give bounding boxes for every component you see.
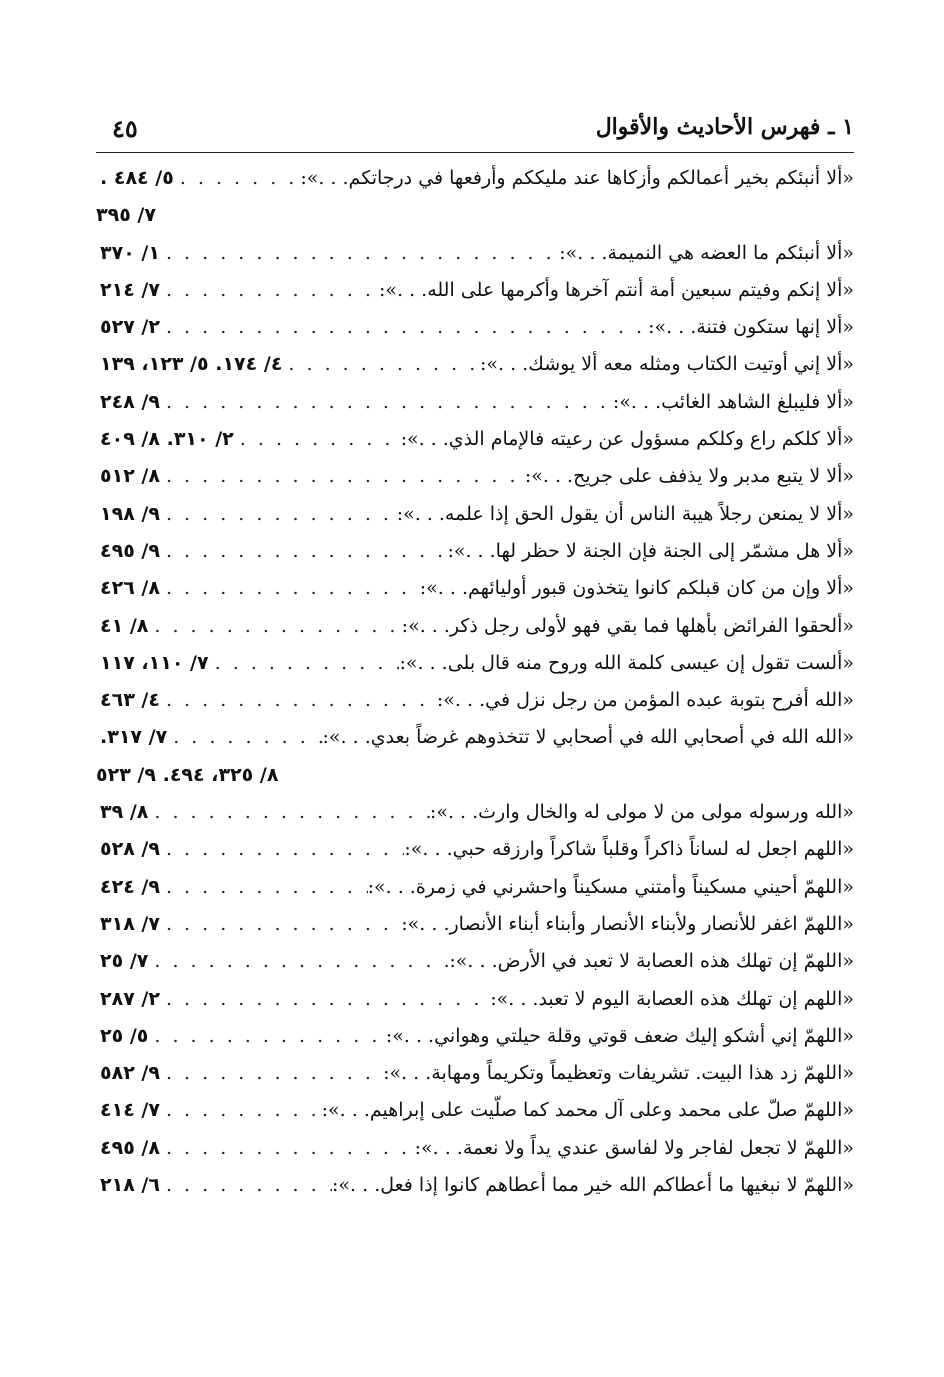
- dot-leader: [160, 384, 613, 421]
- index-entry: [96, 981, 854, 1018]
- index-entry-line: [96, 458, 854, 495]
- index-entry-line: [96, 1130, 854, 1167]
- index-entry-line: [96, 346, 854, 383]
- index-entry-line: [96, 309, 854, 346]
- dot-leader: [160, 570, 420, 607]
- index-entry: [96, 421, 854, 458]
- index-entry: [96, 533, 854, 570]
- dot-leader: [160, 1130, 415, 1167]
- hadith-text: «اللهم اجعل له لساناً ذاكراً وقلباً شاكراً وارزقه حبي. . .»:: [404, 838, 854, 861]
- index-entry-line: [96, 869, 854, 906]
- dot-leader: [160, 831, 404, 868]
- hadith-text: «اللهمّ زد هذا البيت. تشريفات وتعظيماً وتكريماً ومهابة. . .»:: [383, 1062, 854, 1085]
- hadith-text: «الله الله في أصحابي الله في أصحابي لا تتخذوهم غرضاً بعدي. . .»:: [322, 726, 854, 749]
- hadith-text: «اللهمّ إن تهلك هذه العصابة لا تعبد في الأرض. . .»:: [449, 950, 854, 973]
- index-entry: [96, 682, 854, 719]
- dot-leader: [160, 458, 525, 495]
- dot-leader: [282, 346, 480, 383]
- hadith-text: «ألا كلكم راع وكلكم مسؤول عن رعيته فالإمام الذي. . .»:: [400, 428, 854, 451]
- dot-leader: [148, 608, 401, 645]
- dot-leader: [160, 1055, 383, 1092]
- hadith-text: «ألست تقول إن عيسى كلمة الله وروح منه قال بلى. . .»:: [399, 651, 854, 674]
- dot-leader: [160, 981, 490, 1018]
- index-entry: [96, 570, 854, 607]
- index-entry: [96, 272, 854, 309]
- index-entry: [96, 943, 854, 980]
- index-entry-line: [96, 384, 854, 421]
- index-entry-line: [96, 831, 854, 868]
- ref-continuation: ٧/ ٣٩٥: [96, 204, 156, 227]
- hadith-text: «ألا وإن من كان قبلكم كانوا يتخذون قبور أوليائهم. . .»:: [419, 577, 854, 600]
- index-entry-line: [96, 1018, 854, 1055]
- index-entry-line: [96, 235, 854, 272]
- hadith-text: «ألا لا يمنعن رجلاً هيبة الناس أن يقول الحق إذا علمه. . .»:: [396, 502, 854, 525]
- index-entry: [96, 346, 854, 383]
- volume-page-ref: ٢/ ٥٢٧: [100, 316, 160, 339]
- index-entry: [96, 906, 854, 943]
- dot-leader: [167, 719, 322, 756]
- page-number: ٤٥: [112, 114, 138, 143]
- index-entry: [96, 160, 854, 197]
- index-entry-line: [96, 1167, 854, 1204]
- hadith-index-list: [96, 160, 854, 1204]
- index-entry: [96, 608, 854, 645]
- index-entry: [96, 1167, 854, 1204]
- index-entry: [96, 1018, 854, 1055]
- dot-leader: [160, 1167, 332, 1204]
- volume-page-ref: ٧/ ٣١٧.: [100, 726, 168, 749]
- volume-page-ref: ٨/ ٤١: [100, 614, 149, 637]
- index-entry-line: [96, 943, 854, 980]
- dot-leader: [160, 1092, 322, 1129]
- dot-leader: [160, 272, 379, 309]
- index-entry-line: [96, 906, 854, 943]
- index-entry-line: [96, 719, 854, 756]
- volume-page-ref: ٢/ ٣١٠. ٨/ ٤٠٩: [100, 428, 234, 451]
- index-entry: [96, 1092, 854, 1129]
- index-entry-line: [96, 1092, 854, 1129]
- volume-page-ref: ٨/ ٤٩٥: [100, 1136, 160, 1159]
- dot-leader: [160, 496, 397, 533]
- page-header: [98, 110, 854, 150]
- volume-page-ref: ٩/ ٤٩٥: [100, 539, 160, 562]
- volume-page-ref: ٧/ ٢١٤: [100, 278, 160, 301]
- volume-page-ref: ٢/ ٢٨٧: [100, 987, 160, 1010]
- hadith-text: «اللهمّ إني أشكو إليك ضعف قوتي وقلة حيلتي وهواني. . .»:: [385, 1024, 854, 1047]
- index-entry: [96, 496, 854, 533]
- dot-leader: [209, 645, 400, 682]
- hadith-text: «ألا إنها ستكون فتنة. . .»:: [648, 316, 854, 339]
- hadith-text: «ألا أنبئكم ما العضه هي النميمة. . .»:: [559, 241, 854, 264]
- volume-page-ref: ٧/ ٣١٨: [100, 912, 160, 935]
- ref-continuation-line: [96, 757, 854, 794]
- hadith-text: «اللهم إن تهلك هذه العصابة اليوم لا تعبد. . .»:: [490, 987, 854, 1010]
- hadith-text: «اللهمّ لا نبغيها ما أعطاكم الله خير مما أعطاهم كانوا إذا فعل. . .»:: [332, 1174, 854, 1197]
- dot-leader: [174, 160, 301, 197]
- volume-page-ref: ٥/ ٤٨٤ .: [100, 167, 174, 189]
- index-entry: [96, 645, 854, 682]
- volume-page-ref: ٨/ ٤٢٦: [100, 577, 160, 600]
- dot-leader: [160, 235, 559, 272]
- index-entry: [96, 235, 854, 272]
- index-entry-line: [96, 421, 854, 458]
- running-title: ١ ـ فهرس الأحاديث والأقوال: [595, 114, 854, 140]
- hadith-text: «اللهمّ صلّ على محمد وعلى آل محمد كما صلّيت على إبراهيم. . .»:: [321, 1099, 854, 1122]
- dot-leader: [160, 309, 648, 346]
- index-entry: [96, 384, 854, 421]
- index-entry-line: [96, 682, 854, 719]
- volume-page-ref: ٤/ ٤٦٣: [100, 689, 160, 712]
- dot-leader: [148, 794, 430, 831]
- index-entry-line: [96, 981, 854, 1018]
- dot-leader: [234, 421, 401, 458]
- hadith-text: «ألا فليبلغ الشاهد الغائب. . .»:: [612, 390, 854, 413]
- volume-page-ref: ٨/ ٣٩: [100, 801, 149, 824]
- hadith-text: «اللهمّ لا تجعل لفاجر ولا لفاسق عندي يداً ولا نعمة. . .»:: [414, 1136, 854, 1159]
- index-entry: [96, 1055, 854, 1092]
- hadith-text: «ألا أنبئكم بخير أعمالكم وأزكاها عند مليككم وأرفعها في درجاتكم. . .»:: [300, 167, 854, 189]
- volume-page-ref: ٧/ ٢٥: [100, 950, 149, 973]
- index-entry-line: [96, 1055, 854, 1092]
- index-entry-line: [96, 533, 854, 570]
- hadith-text: «الله ورسوله مولى من لا مولى له والخال وارث. . .»:: [429, 801, 854, 824]
- index-entry-line: [96, 645, 854, 682]
- ref-continuation: ٨/ ٣٢٥، ٤٩٤. ٩/ ٥٢٣: [96, 763, 279, 786]
- index-entry: [96, 1130, 854, 1167]
- volume-page-ref: ٩/ ٥٨٢: [100, 1062, 160, 1085]
- volume-page-ref: ١/ ٣٧٠: [100, 241, 160, 264]
- volume-page-ref: ٧/ ١١٠، ١١٧: [100, 651, 209, 674]
- volume-page-ref: ٩/ ٤٢٤: [100, 875, 160, 898]
- index-entry-line: [96, 794, 854, 831]
- dot-leader: [148, 943, 449, 980]
- dot-leader: [160, 682, 437, 719]
- dot-leader: [160, 906, 401, 943]
- index-entry: [96, 869, 854, 906]
- index-entry: [96, 719, 854, 756]
- hadith-text: «ألا إني أوتيت الكتاب ومثله معه ألا يوشك. . .»:: [480, 353, 854, 376]
- index-entry: [96, 831, 854, 868]
- dot-leader: [160, 533, 447, 570]
- hadith-text: «ألا لا يتبع مدبر ولا يذفف على جريح. . .»:: [524, 465, 854, 488]
- dot-leader: [148, 1018, 385, 1055]
- index-entry: [96, 458, 854, 495]
- dot-leader: [160, 869, 368, 906]
- index-entry-line: [96, 272, 854, 309]
- index-entry-line: [96, 570, 854, 607]
- index-entry: [96, 794, 854, 831]
- index-entry-line: [96, 160, 854, 197]
- index-entry-line: [96, 496, 854, 533]
- hadith-text: «اللهمّ أحيني مسكيناً وأمتني مسكيناً واحشرني في زمرة. . .»:: [367, 875, 854, 898]
- volume-page-ref: ٨/ ٥١٢: [100, 465, 160, 488]
- hadith-text: «ألا إنكم وفيتم سبعين أمة أنتم آخرها وأكرمها على الله. . .»:: [378, 278, 854, 301]
- volume-page-ref: ٤/ ١٧٤. ٥/ ١٢٣، ١٣٩: [100, 353, 283, 376]
- volume-page-ref: ٦/ ٢١٨: [100, 1174, 160, 1197]
- header-rule: [96, 152, 854, 153]
- index-entry: [96, 309, 854, 346]
- hadith-text: «الله أفرح بتوبة عبده المؤمن من رجل نزل في. . .»:: [436, 689, 854, 712]
- volume-page-ref: ٧/ ٤١٤: [100, 1099, 160, 1122]
- hadith-text: «ألا هل مشمّر إلى الجنة فإن الجنة لا حظر لها. . .»:: [447, 539, 854, 562]
- volume-page-ref: ٥/ ٢٥: [100, 1024, 149, 1047]
- hadith-text: «ألحقوا الفرائض بأهلها فما بقي فهو لأولى رجل ذكر. . .»:: [401, 614, 854, 637]
- volume-page-ref: ٩/ ١٩٨: [100, 502, 160, 525]
- ref-continuation-line: [96, 197, 854, 234]
- volume-page-ref: ٩/ ٢٤٨: [100, 390, 160, 413]
- hadith-text: «اللهمّ اغفر للأنصار ولأبناء الأنصار وأبناء أبناء الأنصار. . .»:: [401, 912, 854, 935]
- volume-page-ref: ٩/ ٥٢٨: [100, 838, 160, 861]
- index-entry-line: [96, 608, 854, 645]
